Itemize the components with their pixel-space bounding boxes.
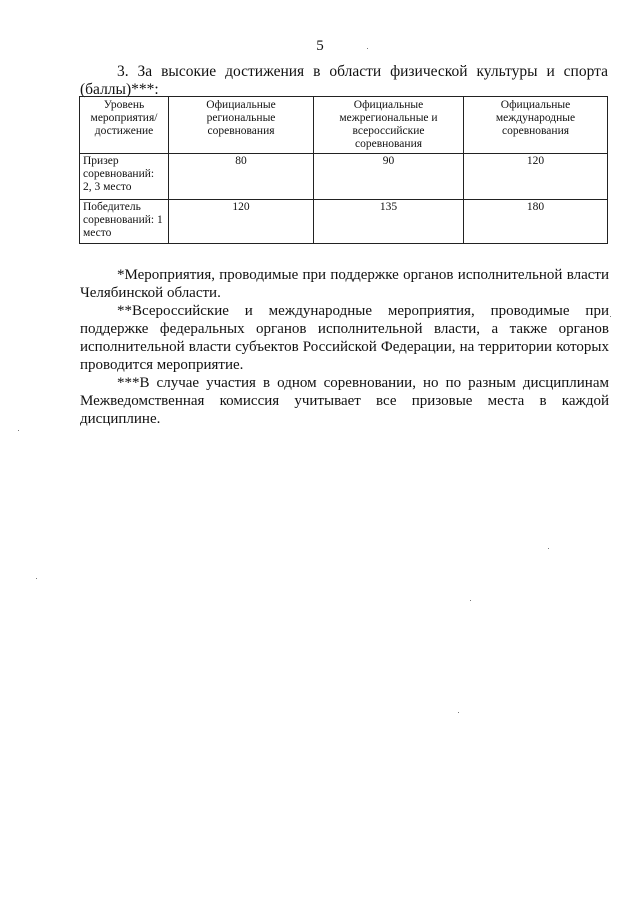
scan-speck [18,430,19,431]
row-label: Призер соревнований: 2, 3 место [80,154,169,200]
table-cell: 80 [169,154,314,200]
scan-speck [548,548,549,549]
section-heading: 3. За высокие достижения в области физической культуры и спорта (баллы)***: [80,63,608,98]
row-label: Победитель соревнований: 1 место [80,200,169,244]
table-cell: 90 [314,154,464,200]
footnotes [80,266,609,428]
footnote: **Всероссийские и международные мероприятия, проводимые при поддержке федеральных органов исполнительной власти, а также органов исполнительной власти субъектов Российской Федерации, на территории которых проводится мероприятие. [80,303,609,373]
scan-speck [367,48,368,49]
scan-speck [470,600,471,601]
header-international: Официальные международные соревнования [464,97,608,154]
scan-speck [610,316,611,317]
achievements-points-table [79,96,608,244]
page-number: 5 [316,38,324,54]
footnote: *Мероприятия, проводимые при поддержке органов исполнительной власти Челябинской области. [80,267,609,301]
table-header-row [80,97,608,154]
header-regional: Официальные региональные соревнования [169,97,314,154]
table-cell: 135 [314,200,464,244]
scan-speck [458,712,459,713]
scan-speck [36,578,37,579]
table-cell: 120 [464,154,608,200]
table-row [80,154,608,200]
footnote: ***В случае участия в одном соревновании, но по разным дисциплинам Межведомственная комиссия учитывает все призовые места в каждой дисциплине. [80,375,609,427]
table-cell: 180 [464,200,608,244]
table-cell: 120 [169,200,314,244]
header-level: Уровень мероприятия/ достижение [80,97,169,154]
header-interregional: Официальные межрегиональные и всероссийские соревнования [314,97,464,154]
table-row [80,200,608,244]
